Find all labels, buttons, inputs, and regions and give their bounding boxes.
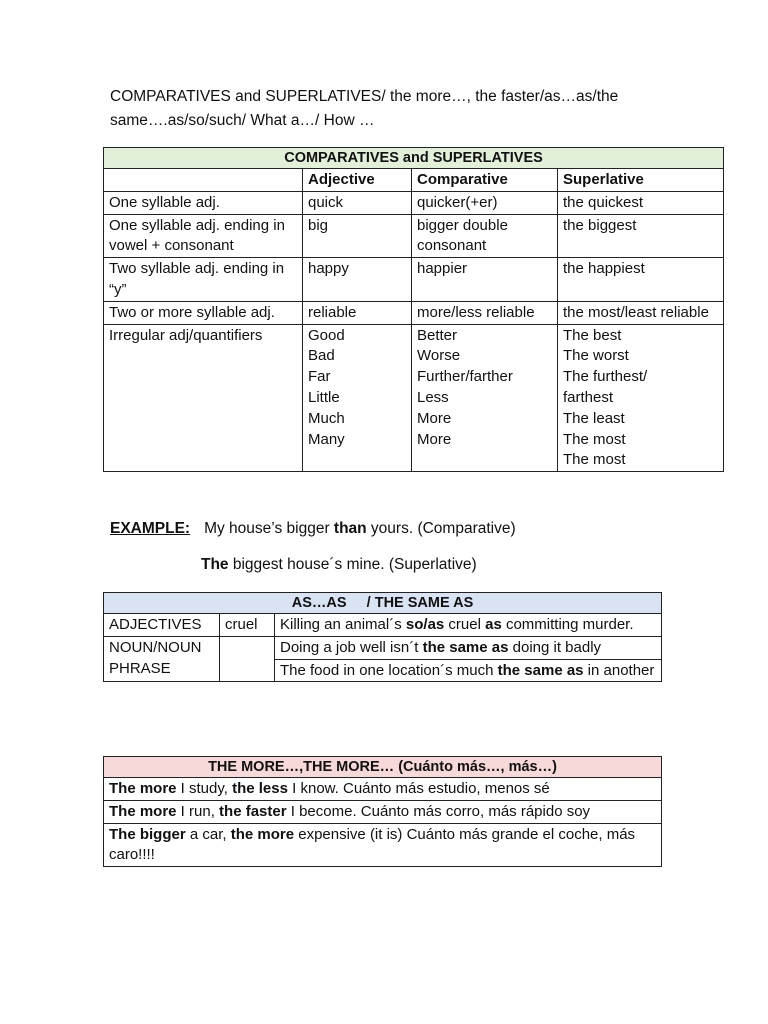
text: I know. Cuánto más estudio, menos sé [287, 780, 550, 797]
superlative-cell: the biggest [558, 214, 724, 258]
the-more-table [103, 756, 662, 867]
table-row [104, 301, 724, 324]
comparatives-superlatives-table [103, 147, 724, 472]
table-row [104, 214, 724, 258]
example-label: EXAMPLE: [110, 520, 191, 537]
example-cell [104, 800, 662, 823]
list-item: Far [308, 368, 331, 386]
table-row [104, 614, 662, 637]
keyword: the less [232, 780, 288, 797]
list-item: More [417, 409, 452, 427]
keyword: so/as [405, 616, 445, 633]
table-title: AS…AS / THE SAME AS [104, 593, 662, 614]
column-header: Adjective [303, 169, 412, 192]
example-cell [275, 659, 662, 682]
table-row [104, 258, 724, 302]
keyword: the faster [219, 802, 287, 820]
text: Doing a job well isn´t [280, 638, 423, 656]
keyword: the more [230, 825, 295, 843]
example-superlative [201, 556, 477, 574]
comparative-cell: more/less reliable [412, 301, 558, 324]
column-header: Superlative [558, 169, 724, 192]
adjective-list [303, 324, 412, 472]
list-item: Good [308, 326, 345, 344]
example-cell [104, 823, 662, 867]
text: I run, [176, 802, 220, 820]
list-item: Worse [417, 347, 461, 365]
text: I study, [176, 780, 233, 797]
text: committing murder. [501, 616, 634, 633]
list-item: Bad [308, 347, 335, 365]
list-item: The most [563, 451, 626, 469]
superlative-list [558, 324, 724, 472]
list-item: The least [563, 409, 625, 427]
intro-line-1: COMPARATIVES and SUPERLATIVES/ the more…, the faster/as…as/the [110, 88, 619, 105]
keyword: the same as [497, 661, 584, 679]
list-item: More [417, 430, 452, 448]
text: expensive (it is) Cuánto más grande el coche, más caro!!!! [109, 825, 636, 864]
list-item: Little [308, 388, 340, 406]
table-row [104, 191, 724, 214]
text: a car, [185, 825, 231, 843]
list-item: The furthest/ [563, 368, 648, 386]
text: I become. Cuánto más corro, más rápido soy [286, 802, 591, 820]
example-cell [275, 614, 662, 637]
column-header [104, 169, 303, 192]
text: cruel [444, 616, 486, 633]
table-row [104, 800, 662, 823]
list-item: The best [563, 326, 622, 344]
keyword: the same as [422, 638, 509, 656]
column-header: Comparative [412, 169, 558, 192]
keyword: The more [109, 780, 177, 797]
list-item: Less [417, 388, 449, 406]
example-keyword: The [201, 556, 229, 573]
superlative-cell: the happiest [558, 258, 724, 302]
table-row-irregular [104, 324, 724, 472]
list-item: Much [308, 409, 345, 427]
list-item: Many [308, 430, 345, 448]
keyword: The bigger [109, 825, 186, 843]
text: in another [583, 661, 655, 679]
list-item: The worst [563, 347, 629, 365]
comparative-cell: happier [412, 258, 558, 302]
adjective-cell: quick [303, 191, 412, 214]
word-cell: cruel [220, 614, 275, 637]
list-item: The most [563, 430, 626, 448]
table-row [104, 778, 662, 801]
keyword: as [485, 616, 502, 633]
list-item: Better [417, 326, 458, 344]
superlative-cell: the quickest [558, 191, 724, 214]
category-cell: ADJECTIVES [104, 614, 220, 637]
rule-cell: One syllable adj. ending in vowel + consonant [104, 214, 303, 258]
comparative-cell: bigger double consonant [412, 214, 558, 258]
text: The food in one location´s much [280, 661, 498, 679]
example-cell [104, 778, 662, 801]
list-item: Further/farther [417, 368, 513, 386]
comparative-list [412, 324, 558, 472]
as-as-table [103, 592, 662, 682]
example-cell [275, 636, 662, 659]
example-text: biggest house´s mine. (Superlative) [228, 556, 477, 573]
example-text: yours. (Comparative) [366, 520, 516, 537]
comparative-cell: quicker(+er) [412, 191, 558, 214]
table-title: THE MORE…,THE MORE… (Cuánto más…, más…) [104, 757, 662, 778]
text: Killing an animal´s [280, 616, 406, 633]
text: doing it badly [508, 638, 602, 656]
keyword: The more [109, 802, 177, 820]
category-cell: NOUN/NOUN PHRASE [104, 636, 220, 682]
intro-line-2: same….as/so/such/ What a…/ How … [110, 112, 375, 129]
table-title: COMPARATIVES and SUPERLATIVES [104, 148, 724, 169]
rule-cell: Irregular adj/quantifiers [104, 324, 303, 472]
adjective-cell: big [303, 214, 412, 258]
example-comparative [110, 520, 516, 538]
adjective-cell: reliable [303, 301, 412, 324]
example-text: My house’s bigger [204, 520, 334, 537]
adjective-cell: happy [303, 258, 412, 302]
rule-cell: Two or more syllable adj. [104, 301, 303, 324]
table-row [104, 823, 662, 867]
rule-cell: One syllable adj. [104, 191, 303, 214]
superlative-cell: the most/least reliable [558, 301, 724, 324]
list-item: farthest [563, 388, 614, 406]
example-keyword: than [333, 520, 367, 537]
intro-heading [110, 85, 670, 133]
word-cell [220, 636, 275, 682]
rule-cell: Two syllable adj. ending in “y” [104, 258, 303, 302]
table-header-row [104, 169, 724, 192]
table-row [104, 636, 662, 659]
